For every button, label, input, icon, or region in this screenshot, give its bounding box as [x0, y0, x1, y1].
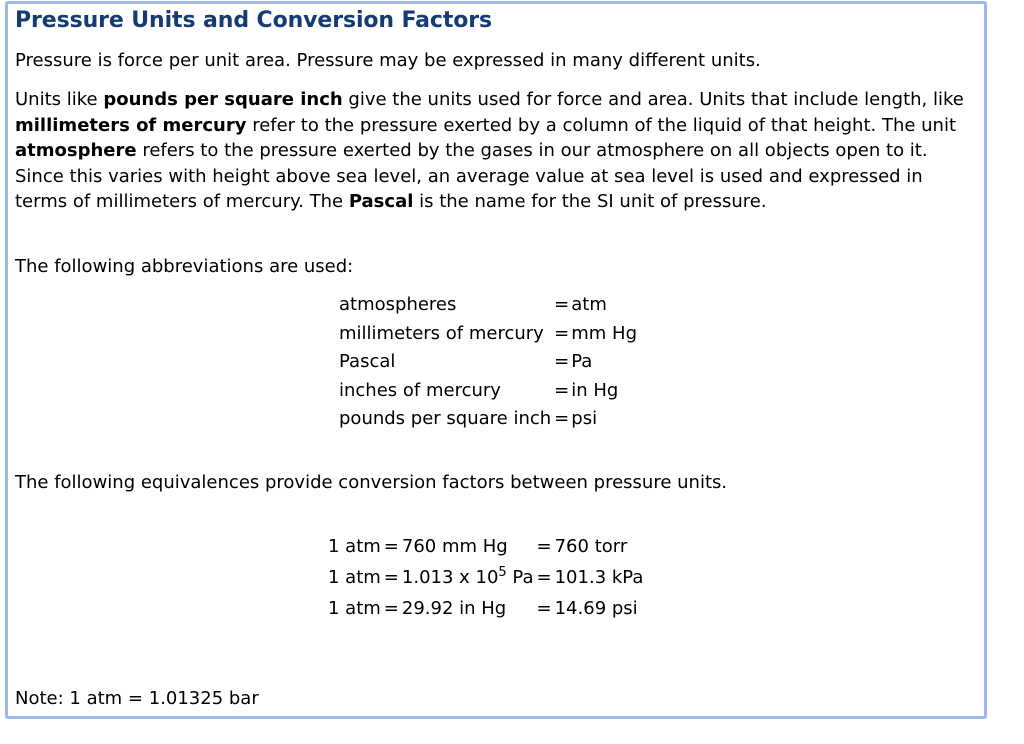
content-panel: [5, 1, 987, 719]
unit-abbr: Pa: [571, 351, 593, 373]
equals-sign: =: [536, 536, 552, 557]
table-row: [339, 408, 637, 437]
table-row: [339, 351, 637, 380]
equivalences-intro: The following equivalences provide conversion factors between pressure units.: [15, 472, 728, 493]
unit-abbr: atm: [571, 294, 607, 315]
unit-name: atmospheres: [339, 294, 457, 315]
term-psi: pounds per square inch: [103, 89, 343, 110]
term-mm-hg: millimeters of mercury: [15, 114, 247, 136]
term-atmosphere: atmosphere: [15, 140, 137, 162]
equals-sign: =: [554, 379, 570, 401]
unit-abbr: psi: [571, 408, 598, 430]
equivalence-rhs: 14.69 psi: [554, 598, 638, 619]
equals-sign: =: [554, 351, 570, 373]
equivalence-lhs: 1 atm: [328, 567, 381, 588]
units-paragraph: [15, 87, 975, 215]
exponent: 5: [498, 565, 507, 580]
unit-name: millimeters of mercury: [339, 322, 544, 344]
equivalence-lhs: 1 atm: [328, 536, 381, 557]
table-row: [328, 567, 643, 598]
equivalence-mid: 760 mm Hg: [401, 536, 508, 557]
unit-name: pounds per square inch: [339, 408, 552, 430]
units-text-2: give the units used for force and area. Units that include length, like: [342, 89, 964, 110]
units-text-1: Units like: [15, 89, 104, 110]
equivalences-table: [328, 536, 643, 629]
unit-name: inches of mercury: [339, 379, 501, 401]
equivalence-lhs: 1 atm: [328, 598, 381, 619]
unit-name: Pascal: [339, 351, 396, 373]
table-row: [339, 380, 637, 409]
table-row: [328, 536, 643, 567]
table-row: [339, 294, 637, 323]
equals-sign: =: [536, 567, 552, 588]
equals-sign: =: [554, 294, 570, 315]
equals-sign: =: [383, 598, 399, 619]
unit-abbr: mm Hg: [571, 322, 638, 344]
equals-sign: =: [554, 408, 570, 430]
equivalence-rhs: 101.3 kPa: [554, 567, 644, 588]
equivalence-rhs: 760 torr: [554, 536, 628, 557]
abbreviations-table: [339, 294, 637, 437]
unit: Pa: [506, 567, 534, 588]
page-title: Pressure Units and Conversion Factors: [15, 8, 493, 33]
mantissa: 1.013 x 10: [401, 567, 499, 588]
term-pascal: Pascal: [348, 191, 414, 213]
abbreviations-intro: The following abbreviations are used:: [15, 256, 354, 277]
equals-sign: =: [383, 567, 399, 588]
equals-sign: =: [383, 536, 399, 557]
table-row: [328, 598, 643, 629]
equivalence-mid: [402, 567, 534, 598]
equals-sign: =: [536, 598, 552, 619]
note: Note: 1 atm = 1.01325 bar: [15, 688, 259, 709]
intro-paragraph: Pressure is force per unit area. Pressure may be expressed in many different units.: [15, 50, 761, 71]
units-text-3: refer to the pressure exerted by a column of the liquid of that height. The unit: [246, 114, 957, 136]
equals-sign: =: [554, 322, 570, 344]
table-row: [339, 323, 637, 352]
equivalence-mid: 29.92 in Hg: [401, 598, 507, 619]
units-text-5: is the name for the SI unit of pressure.: [413, 191, 767, 213]
units-text-4: refers to the pressure exerted by the gases in our atmosphere on all objects open to it. Since this varies with height above sea level, an average value at sea level is used and expressed in terms of millimeters of mercury. The: [15, 140, 928, 213]
unit-abbr: in Hg: [571, 379, 619, 401]
